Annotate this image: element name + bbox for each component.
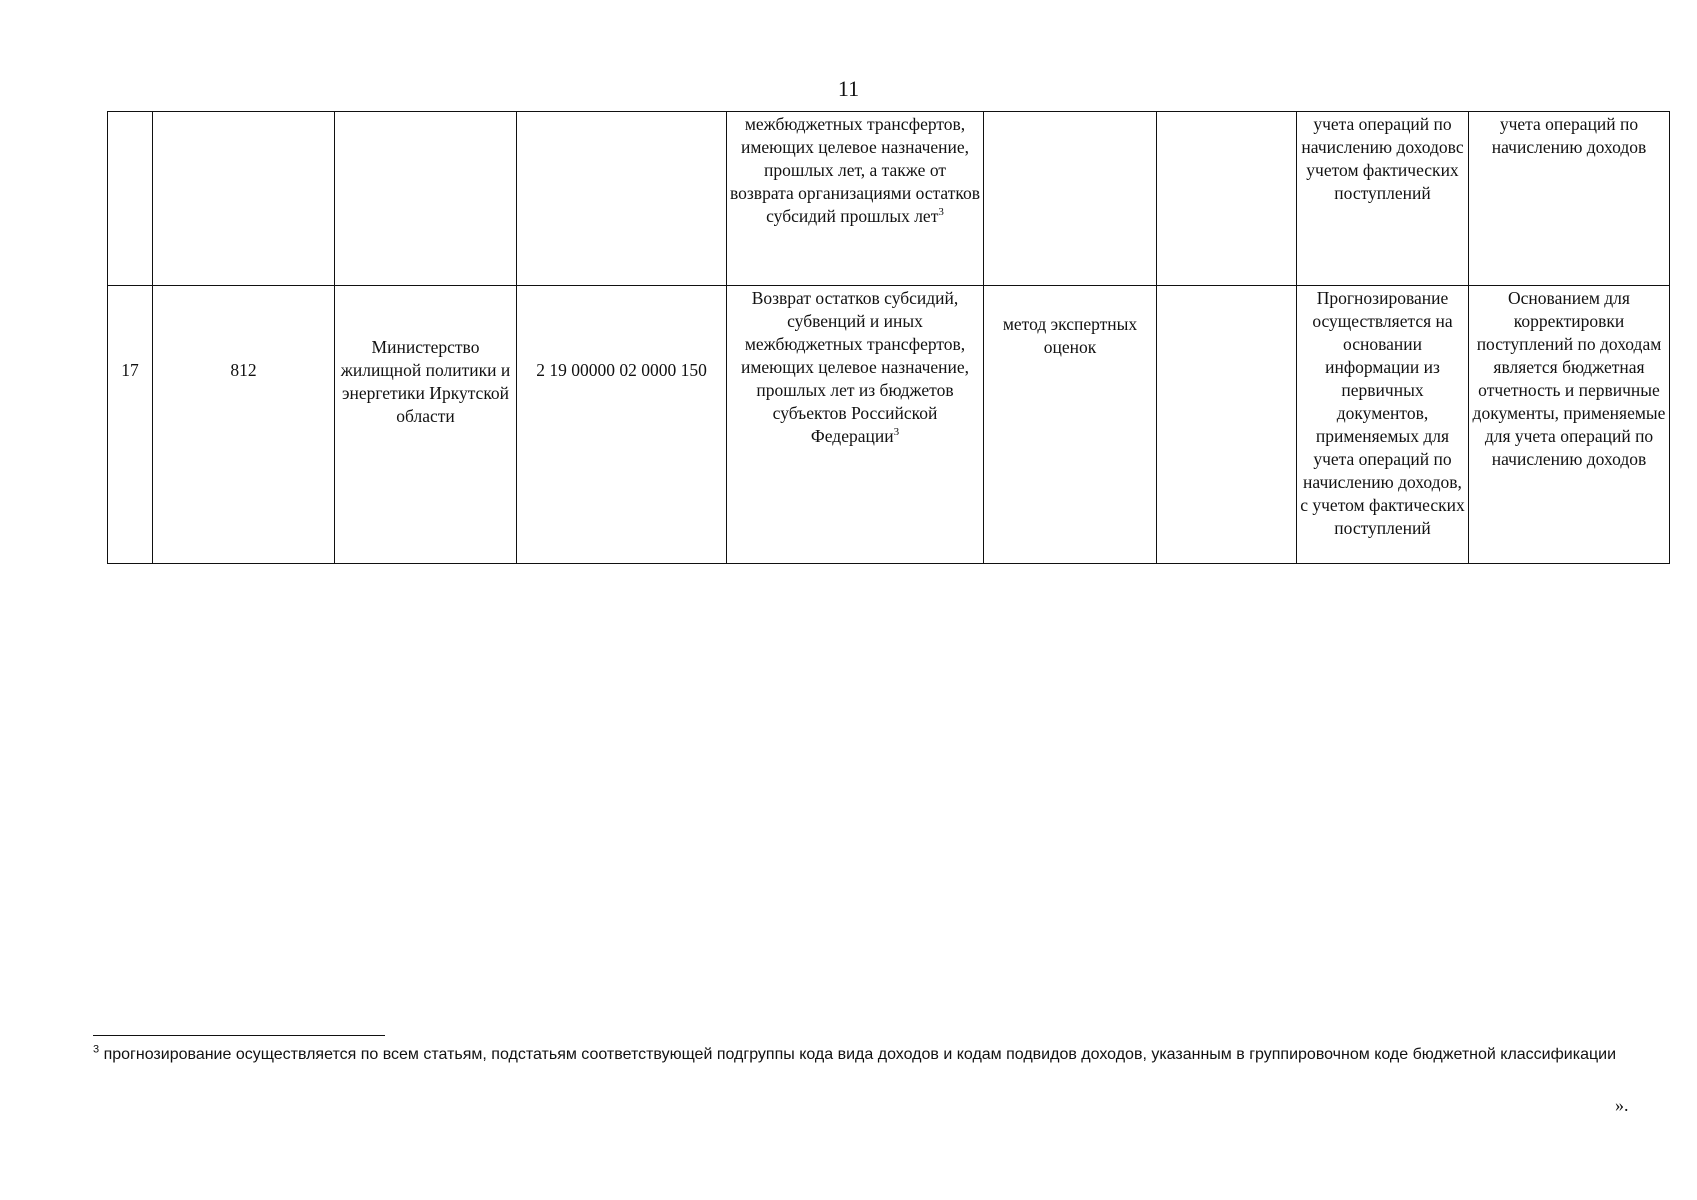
formula-cell (1157, 112, 1297, 286)
footnote-text: прогнозирование осуществляется по всем статьям, подстатьям соответствующей подгруппы кода вида доходов и кодам подвидов доходов, указанным в группировочном коде бюджетной классификации (99, 1046, 1617, 1063)
footnote-divider (93, 1035, 385, 1036)
footnote (93, 1043, 1653, 1066)
revenue-forecast-table (107, 111, 1670, 564)
row-number-cell (108, 112, 153, 286)
method-cell (984, 112, 1157, 286)
adjustment-cell: Основанием для корректировки поступлений по доходам является бюджетная отчетность и первичные документы, применяемые для учета операций по начислению доходов (1469, 286, 1670, 564)
income-name-cell (727, 112, 984, 286)
admin-name-cell (335, 112, 517, 286)
admin-code-cell: 812 (153, 286, 335, 564)
footnote-ref: 3 (893, 426, 900, 439)
income-name-cell (727, 286, 984, 564)
footnote-marker: 3 (93, 1043, 100, 1056)
page-number: 11 (837, 76, 860, 101)
table-row (108, 286, 1670, 564)
closing-quote: ». (1615, 1095, 1629, 1115)
formula-cell (1157, 286, 1297, 564)
admin-code-cell (153, 112, 335, 286)
adjustment-cell: учета операций по начислению доходов (1469, 112, 1670, 286)
footnote-ref: 3 (938, 206, 944, 219)
method-cell: метод экспертных оценок (984, 286, 1157, 564)
algorithm-cell: учета операций по начислению доходовс учетом фактических поступлений (1297, 112, 1469, 286)
kbk-cell (517, 112, 727, 286)
table-row (108, 112, 1670, 286)
kbk-cell: 2 19 00000 02 0000 150 (517, 286, 727, 564)
income-name-text: Возврат остатков субсидий, субвенций и иных межбюджетных трансфертов, имеющих целевое назначение, прошлых лет из бюджетов субъектов Российской Федерации (740, 288, 970, 446)
row-number-cell: 17 (108, 286, 153, 564)
income-name-text: межбюджетных трансфертов, имеющих целевое назначение, прошлых лет, а также от возврата организациями остатков субсидий прошлых лет (730, 114, 980, 226)
admin-name-cell: Министерство жилищной политики и энергетики Иркутской области (335, 286, 517, 564)
algorithm-cell: Прогнозирование осуществляется на основании информации из первичных документов, применяемых для учета операций по начислению доходов, с учетом фактических поступлений (1297, 286, 1469, 564)
